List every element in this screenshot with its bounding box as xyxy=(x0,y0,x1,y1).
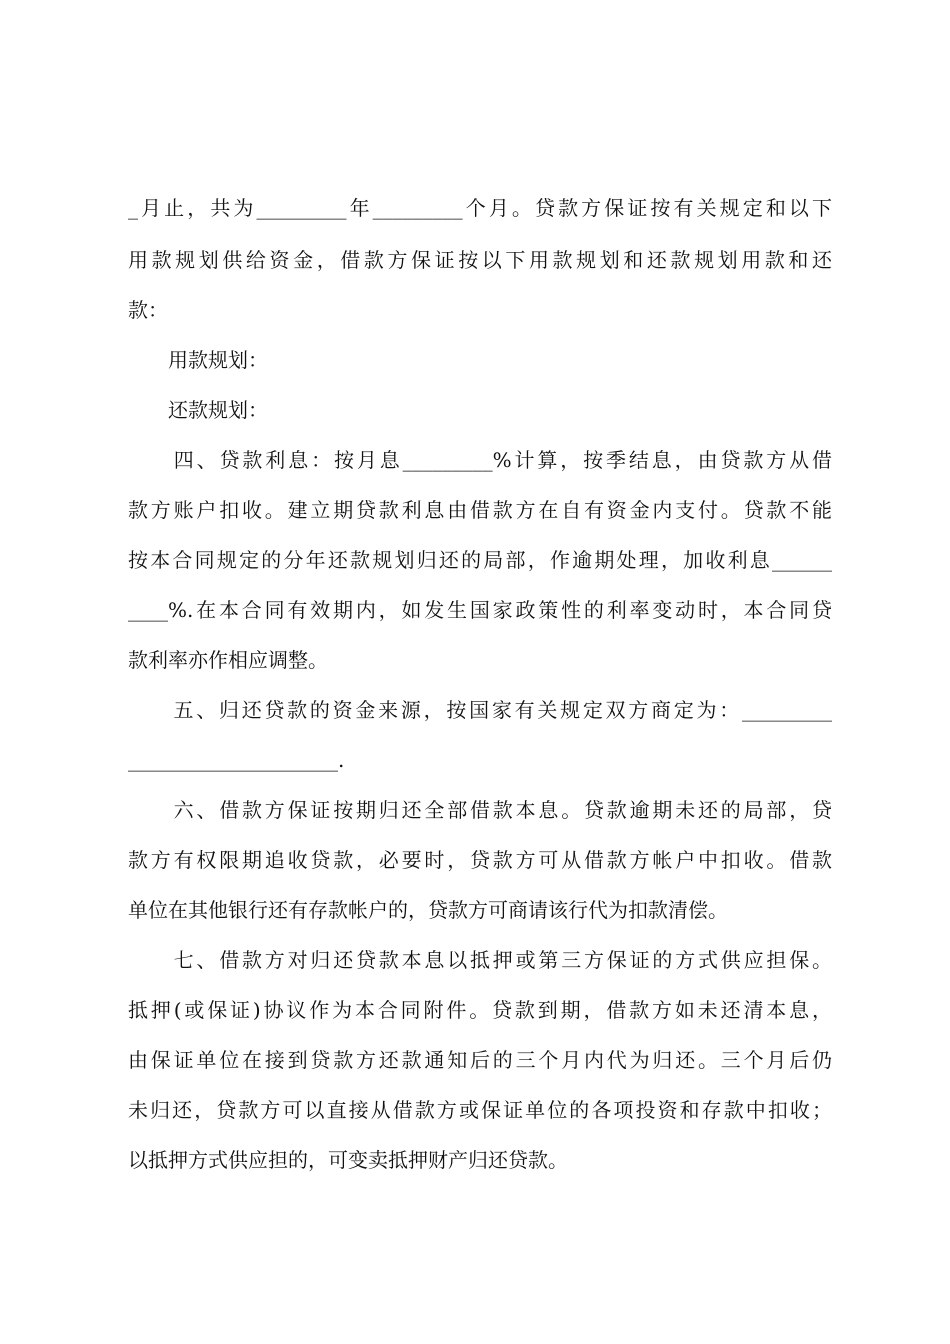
text-line: 由保证单位在接到贷款方还款通知后的三个月内代为归还。三个月后仍 xyxy=(128,1048,832,1072)
text-line: 还款规划： xyxy=(128,398,268,422)
text-line: 款利率亦作相应调整。 xyxy=(128,648,328,672)
text-line: _月止，共为_________年_________个月。贷款方保证按有关规定和以下 xyxy=(128,196,832,220)
text-line: 款方账户扣收。建立期贷款利息由借款方在自有资金内支付。贷款不能 xyxy=(128,498,832,522)
text-line: 未归还，贷款方可以直接从借款方或保证单位的各项投资和存款中扣收； xyxy=(128,1098,832,1122)
text-line: 六、借款方保证按期归还全部借款本息。贷款逾期未还的局部，贷 xyxy=(128,798,832,822)
text-line: 四、贷款利息：按月息_________%计算，按季结息，由贷款方从借 xyxy=(128,448,832,472)
text-line: _____________________. xyxy=(128,748,345,772)
text-line: 款方有权限期追收贷款，必要时，贷款方可从借款方帐户中扣收。借款 xyxy=(128,848,832,872)
text-line: 抵押(或保证)协议作为本合同附件。贷款到期，借款方如未还清本息， xyxy=(128,998,832,1022)
text-line: 单位在其他银行还有存款帐户的，贷款方可商请该行代为扣款清偿。 xyxy=(128,898,728,922)
text-line: 用款规划： xyxy=(128,348,268,372)
text-line: 按本合同规定的分年还款规划归还的局部，作逾期处理，加收利息______ xyxy=(128,548,832,572)
text-line: ____%.在本合同有效期内，如发生国家政策性的利率变动时，本合同贷 xyxy=(128,598,832,622)
text-line: 五、归还贷款的资金来源，按国家有关规定双方商定为：_________ xyxy=(128,698,832,722)
text-line: 七、借款方对归还贷款本息以抵押或第三方保证的方式供应担保。 xyxy=(128,948,832,972)
text-line: 款： xyxy=(128,298,168,322)
text-line: 用款规划供给资金，借款方保证按以下用款规划和还款规划用款和还 xyxy=(128,248,832,272)
text-line: 以抵押方式供应担的，可变卖抵押财产归还贷款。 xyxy=(128,1148,568,1172)
